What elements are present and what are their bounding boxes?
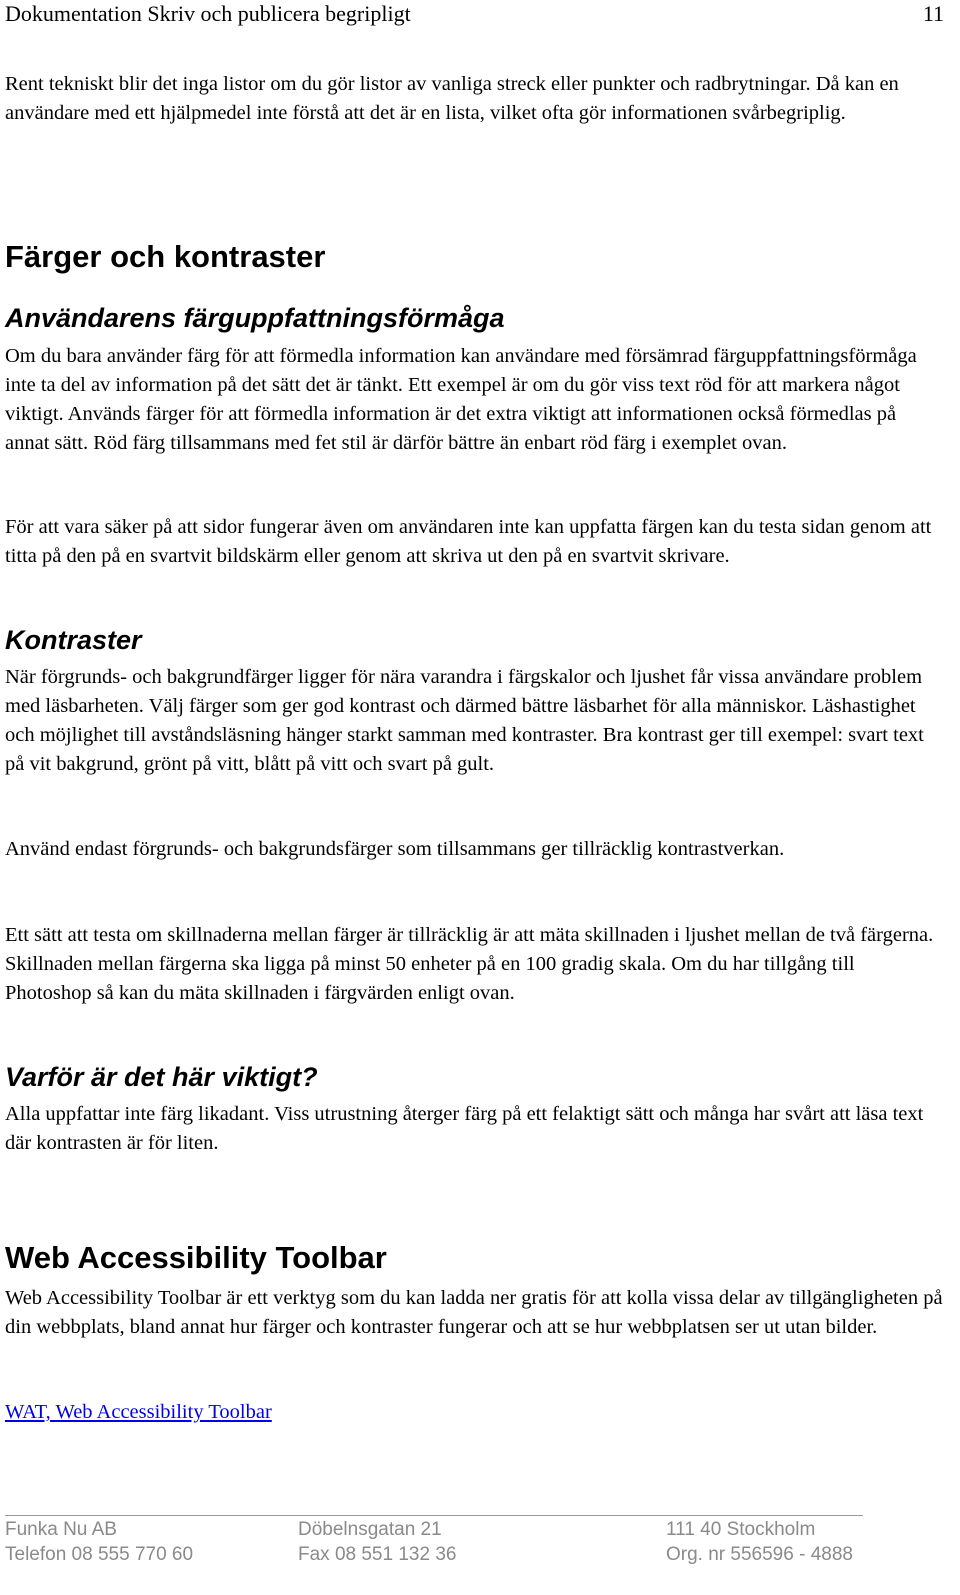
footer-org-number: Org. nr 556596 - 4888 xyxy=(666,1544,853,1565)
section-heading-colors: Färger och kontraster xyxy=(5,239,326,274)
footer-fax: Fax 08 551 132 36 xyxy=(298,1544,457,1565)
paragraph-contrasts-3: Ett sätt att testa om skillnaderna mellan färger är tillräcklig är att mäta skillnaden i ljushet mellan de två färgerna. Skillnaden mellan färgerna ska ligga på minst 50 enheter på en 100 gradig skala. Om du har tillgång till Photoshop så kan du mäta skillnaden i färgvärden enligt ovan. xyxy=(5,924,934,1004)
page-number: 11 xyxy=(922,1,944,26)
page-header-title: Dokumentation Skriv och publicera begripligt xyxy=(5,1,411,26)
paragraph-color-perception-2: För att vara säker på att sidor fungerar även om användaren inte kan uppfatta färgen kan du testa sidan genom att titta på den på en svartvit bildskärm eller genom att skriva ut den på en svartvit skrivare. xyxy=(5,516,932,567)
footer-divider xyxy=(5,1515,863,1516)
wat-toolbar-link[interactable]: WAT, Web Accessibility Toolbar xyxy=(5,1401,272,1423)
footer-company: Funka Nu AB xyxy=(5,1519,117,1540)
section-heading-toolbar: Web Accessibility Toolbar xyxy=(5,1240,387,1275)
paragraph-contrasts-1: När förgrunds- och bakgrundfärger ligger för nära varandra i färgskalor och ljushet får vissa användare problem med läsbarheten. Välj färger som ger god kontrast och därmed bättre läsbarhet för alla människor. Läshastighet och möjlighet till avståndsläsning hänger starkt samman med kontraster. Bra kontrast ger till exempel: svart text på vit bakgrund, grönt på vitt, blått på vitt och svart på gult. xyxy=(5,666,924,775)
paragraph-why-important: Alla uppfattar inte färg likadant. Viss utrustning återger färg på ett felaktigt sätt och många har svårt att läsa text där kontrasten är för liten. xyxy=(5,1103,924,1154)
paragraph-toolbar: Web Accessibility Toolbar är ett verktyg som du kan ladda ner gratis för att kolla vissa delar av tillgängligheten på din webbplats, bland annat hur färger och kontraster fungerar och att se hur webbplatsen ser ut utan bilder. xyxy=(5,1287,943,1338)
subheading-contrasts: Kontraster xyxy=(5,625,142,655)
intro-paragraph: Rent tekniskt blir det inga listor om du gör listor av vanliga streck eller punkter och radbrytningar. Då kan en användare med ett hjälpmedel inte förstå att det är en lista, vilket ofta gör informationen svårbegriplig. xyxy=(5,73,899,124)
footer-street: Döbelnsgatan 21 xyxy=(298,1519,442,1540)
paragraph-color-perception-1: Om du bara använder färg för att förmedla information kan användare med försämrad färguppfattningsförmåga inte ta del av information på det sätt det är tänkt. Ett exempel är om du gör viss text röd för att markera något viktigt. Används färger för att förmedla information är det extra viktigt att informationen också förmedlas på annat sätt. Röd färg tillsammans med fet stil är därför bättre än enbart röd färg i exemplet ovan. xyxy=(5,345,917,454)
subheading-why-important: Varför är det här viktigt? xyxy=(5,1062,318,1092)
paragraph-contrasts-2: Använd endast förgrunds- och bakgrundsfärger som tillsammans ger tillräcklig kontrastverkan. xyxy=(5,838,785,860)
footer-phone: Telefon 08 555 770 60 xyxy=(5,1544,194,1565)
subheading-color-perception: Användarens färguppfattningsförmåga xyxy=(5,303,505,333)
footer-city: 111 40 Stockholm xyxy=(666,1519,816,1540)
